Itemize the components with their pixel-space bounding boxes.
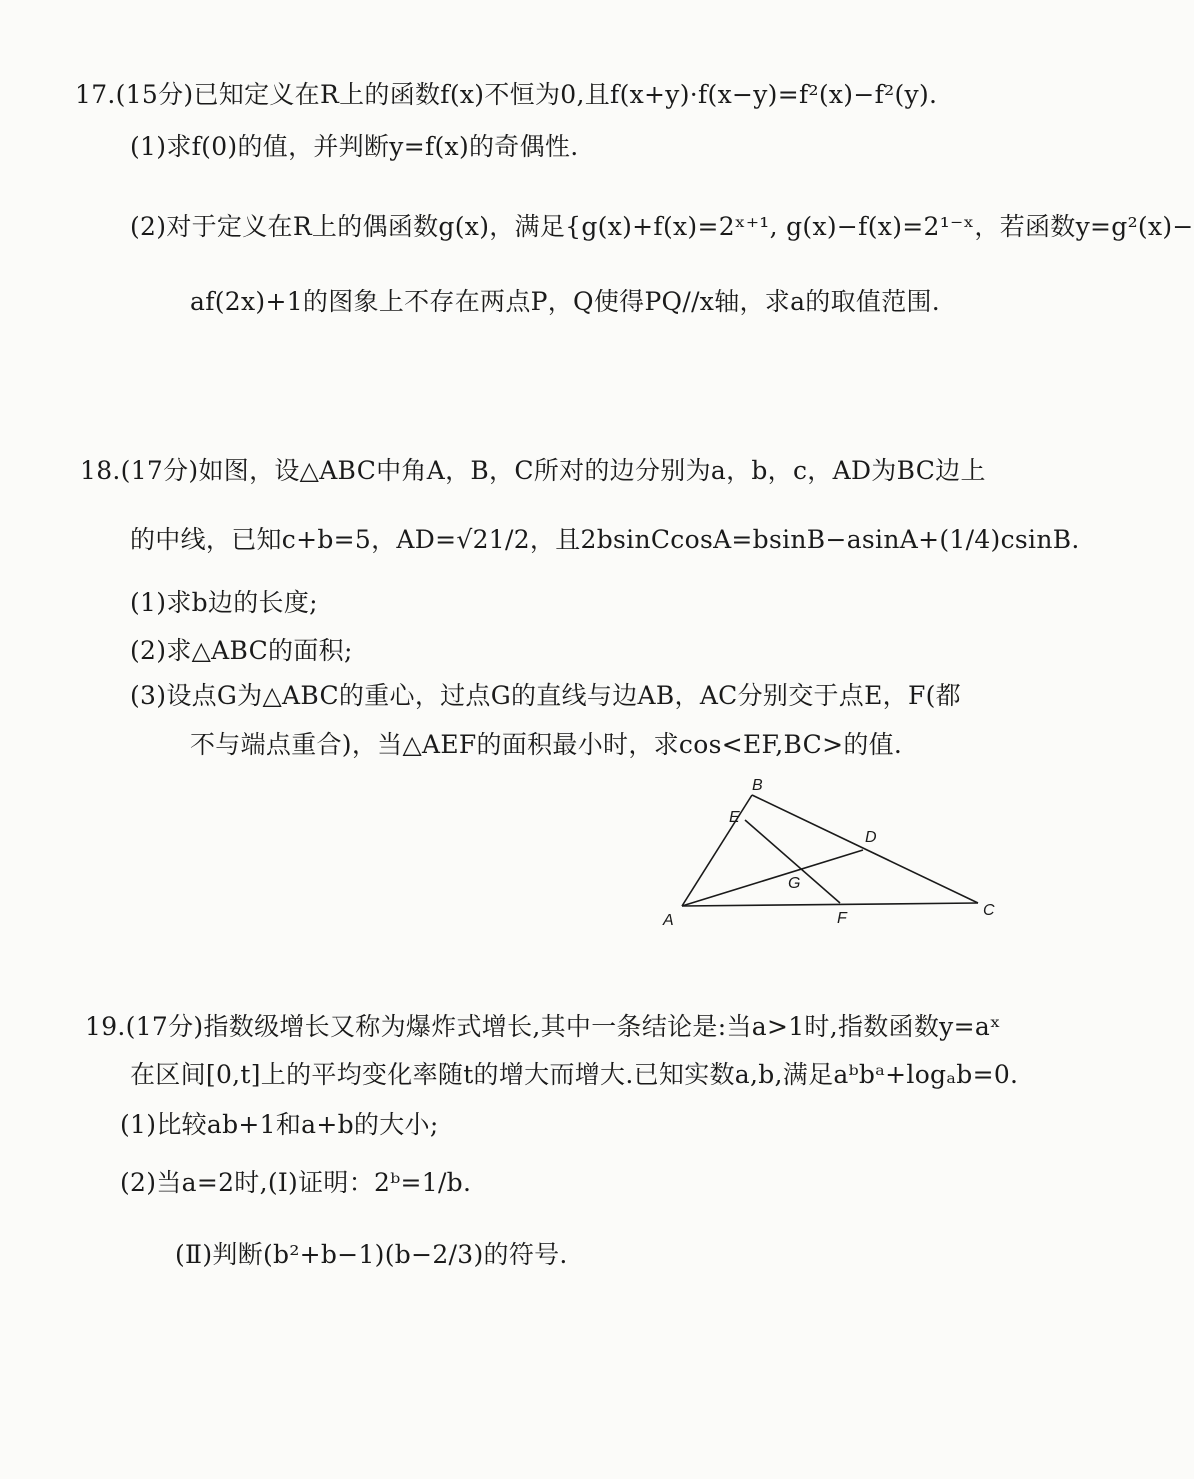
problem-18-part-1: (1)求b边的长度;: [130, 588, 318, 617]
label-d: D: [865, 829, 877, 846]
problem-18-stem-continued: 的中线，已知c+b=5，AD=√21/2，且2bsinCcosA=bsinB−asinA+(1/4)csinB.: [130, 525, 1080, 554]
segment-ac: [682, 903, 978, 906]
segment-ad: [682, 850, 863, 906]
problem-17-part-1: (1)求f(0)的值，并判断y=f(x)的奇偶性.: [130, 132, 579, 161]
segment-bc: [752, 795, 978, 903]
problem-18-part-3-continued: 不与端点重合)，当△AEF的面积最小时，求cos<EF,BC>的值.: [190, 730, 903, 759]
triangle-figure: [655, 770, 1015, 935]
problem-18-part-2: (2)求△ABC的面积;: [130, 636, 353, 665]
problem-19-part-2-ii: (Ⅱ)判断(b²+b−1)(b−2/3)的符号.: [175, 1240, 568, 1269]
label-f: F: [837, 910, 847, 927]
problem-18-stem: 18.(17分)如图，设△ABC中角A，B，C所对的边分别为a，b，c，AD为BC边上: [80, 456, 986, 485]
label-c: C: [983, 902, 995, 919]
label-e: E: [729, 809, 740, 826]
label-b: B: [752, 777, 763, 794]
problem-17-part-2: (2)对于定义在R上的偶函数g(x)，满足{g(x)+f(x)=2ˣ⁺¹, g(x)−f(x)=2¹⁻ˣ，若函数y=g²(x)−: [130, 212, 1194, 241]
problem-19-part-2: (2)当a=2时,(Ⅰ)证明：2ᵇ=1/b.: [120, 1168, 472, 1197]
label-g: G: [788, 875, 801, 892]
problem-19-stem: 19.(17分)指数级增长又称为爆炸式增长,其中一条结论是:当a>1时,指数函数y=aˣ: [85, 1012, 1001, 1041]
problem-19-stem-continued: 在区间[0,t]上的平均变化率随t的增大而增大.已知实数a,b,满足aᵇbᵃ+logₐb=0.: [130, 1060, 1019, 1089]
problem-18-part-3: (3)设点G为△ABC的重心，过点G的直线与边AB，AC分别交于点E，F(都: [130, 681, 961, 710]
problem-17-part-2-continued: af(2x)+1的图象上不存在两点P，Q使得PQ//x轴，求a的取值范围.: [190, 287, 941, 316]
label-a: A: [663, 912, 674, 929]
problem-17-stem: 17.(15分)已知定义在R上的函数f(x)不恒为0,且f(x+y)·f(x−y)=f²(x)−f²(y).: [75, 80, 938, 109]
problem-19-part-1: (1)比较ab+1和a+b的大小;: [120, 1110, 439, 1139]
segment-ab: [682, 795, 752, 906]
